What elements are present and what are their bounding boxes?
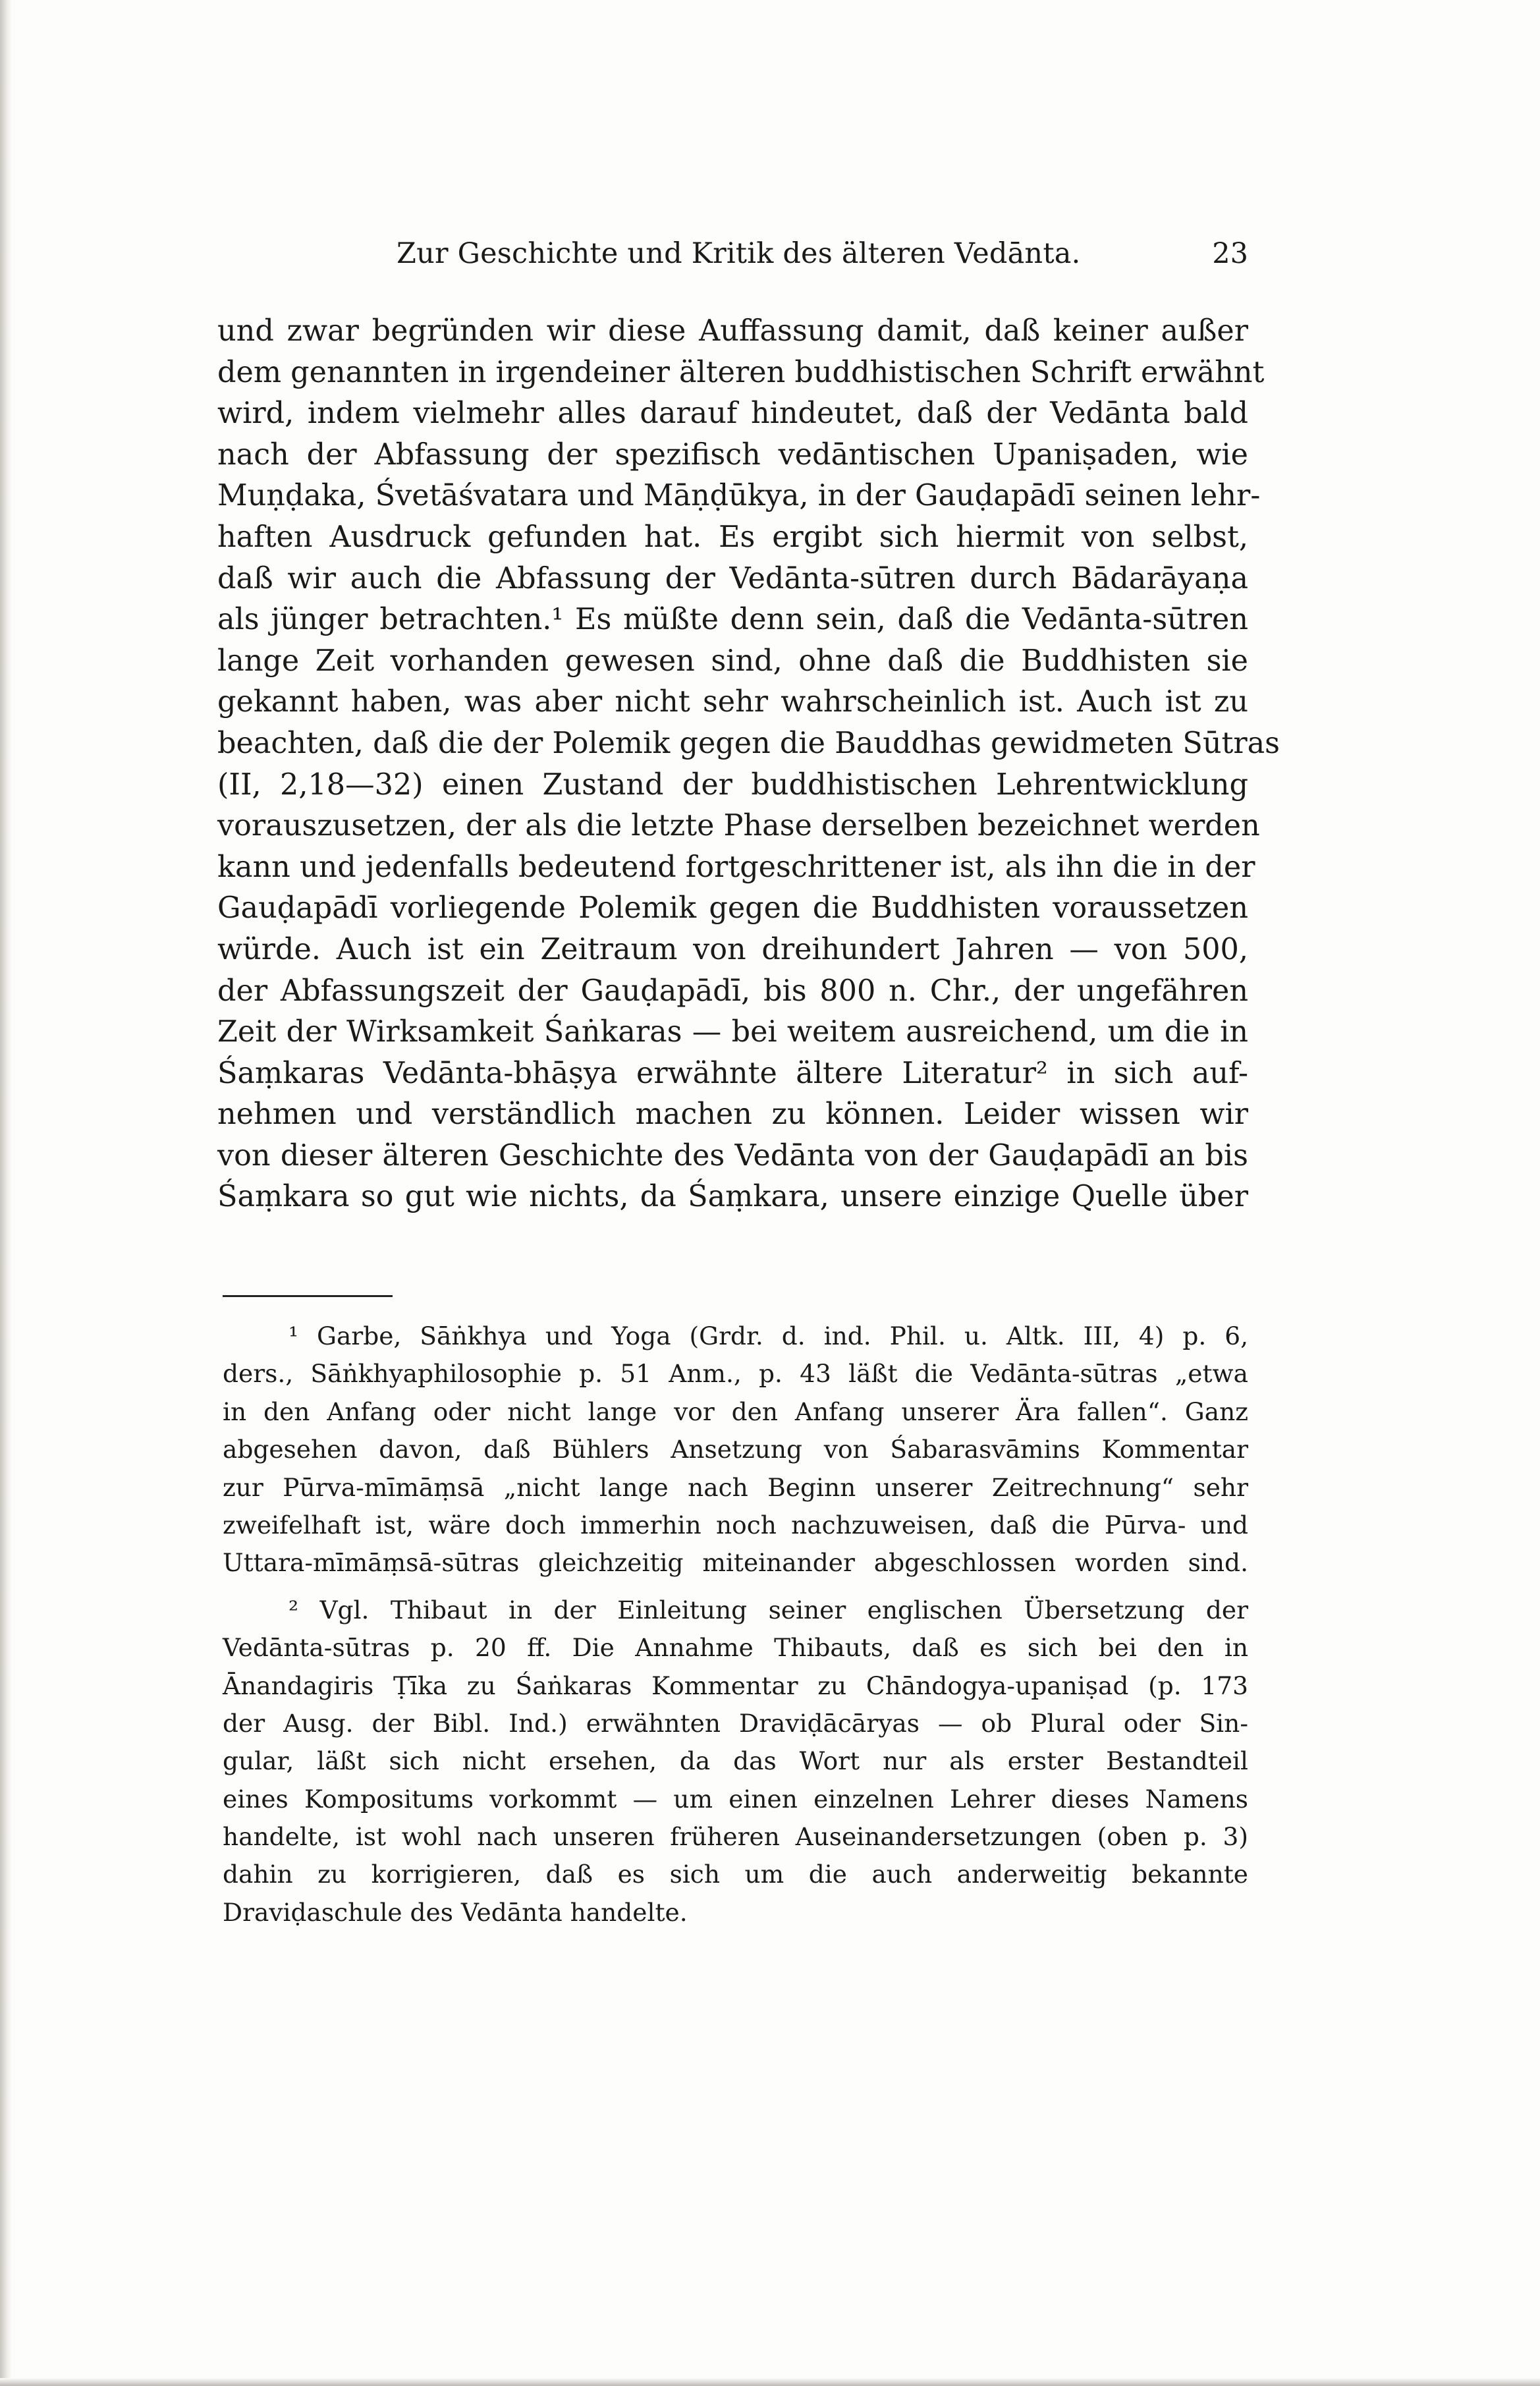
- footnote-separator: [223, 1295, 393, 1297]
- text-line: beachten, daß die der Polemik gegen die Bauddhas gewidmeten Sūtras: [217, 726, 1280, 760]
- text-line: dem genannten in irgendeiner älteren buddhistischen Schrift erwähnt: [217, 355, 1265, 389]
- footnote-1-line: ders., Sāṅkhyaphilosophie p. 51 Anm., p. 43 läßt die Vedānta-sūtras „etwa: [223, 1359, 1248, 1389]
- footnote-1-line: abgesehen davon, daß Bühlers Ansetzung von Śabarasvāmins Kommentar: [223, 1435, 1248, 1464]
- text-line: Gauḍapādī vorliegende Polemik gegen die Buddhisten voraussetzen: [217, 891, 1248, 926]
- text-line: der Abfassungszeit der Gauḍapādī, bis 800 n. Chr., der ungefähren: [217, 974, 1248, 1008]
- text-line: und zwar begründen wir diese Auffassung damit, daß keiner außer: [217, 314, 1248, 348]
- text-line: lange Zeit vorhanden gewesen sind, ohne daß die Buddhisten sie: [217, 644, 1248, 678]
- text-line: Muṇḍaka, Śvetāśvatara und Māṇḍūkya, in der Gauḍapādī seinen lehr-: [217, 479, 1261, 513]
- main-text: [217, 311, 1280, 1218]
- footnote-1-line: zur Pūrva-mīmāṃsā „nicht lange nach Beginn unserer Zeitrechnung“ sehr: [223, 1472, 1248, 1502]
- footnote-2-line: Draviḍaschule des Vedānta handelte.: [223, 1897, 688, 1927]
- scan-edge-shadow: [0, 0, 12, 2386]
- text-line: daß wir auch die Abfassung der Vedānta-sūtren durch Bādarāyaṇa: [217, 561, 1248, 596]
- text-line: haften Ausdruck gefunden hat. Es ergibt sich hiermit von selbst,: [217, 520, 1248, 554]
- footnote-1-line: in den Anfang oder nicht lange vor den Anfang unserer Ära fallen“. Ganz: [223, 1397, 1248, 1426]
- footnote-2-line: dahin zu korrigieren, daß es sich um die auch anderweitig bekannte: [223, 1860, 1248, 1889]
- footnote-1-line: ¹ Garbe, Sāṅkhya und Yoga (Grdr. d. ind. Phil. u. Altk. III, 4) p. 6,: [289, 1321, 1248, 1350]
- page-number: 23: [1212, 237, 1248, 270]
- footnote-2-line: Ānandagiris Ṭīka zu Śaṅkaras Kommentar zu Chāndogya-upaniṣad (p. 173: [223, 1671, 1248, 1700]
- text-line: Śaṃkara so gut wie nichts, da Śaṃkara, unsere einzige Quelle über: [217, 1180, 1248, 1214]
- running-title: Zur Geschichte und Kritik des älteren Vedānta.: [397, 237, 1081, 270]
- footnote-1-line: zweifelhaft ist, wäre doch immerhin noch nachzuweisen, daß die Pūrva- und: [223, 1510, 1248, 1540]
- text-line: Śaṃkaras Vedānta-bhāṣya erwähnte ältere Literatur² in sich auf-: [217, 1056, 1248, 1090]
- footnote-2-line: Vedānta-sūtras p. 20 ff. Die Annahme Thibauts, daß es sich bei den in: [223, 1633, 1248, 1663]
- footnote-2-line: gular, läßt sich nicht ersehen, da das Wort nur als erster Bestandteil: [223, 1746, 1248, 1776]
- text-line: wird, indem vielmehr alles darauf hindeutet, daß der Vedānta bald: [217, 397, 1248, 431]
- text-line: würde. Auch ist ein Zeitraum von dreihundert Jahren — von 500,: [217, 932, 1248, 966]
- text-line: (II, 2,18—32) einen Zustand der buddhistischen Lehrentwicklung: [217, 767, 1248, 802]
- text-line: Zeit der Wirksamkeit Śaṅkaras — bei weitem ausreichend, um die in: [217, 1015, 1248, 1049]
- footnote-2-line: eines Kompositums vorkommt — um einen einzelnen Lehrer dieses Namens: [223, 1784, 1248, 1814]
- footnote-1-line: Uttara-mīmāṃsā-sūtras gleichzeitig miteinander abgeschlossen worden sind.: [223, 1548, 1248, 1578]
- text-line: gekannt haben, was aber nicht sehr wahrscheinlich ist. Auch ist zu: [217, 685, 1248, 719]
- text-line: vorauszusetzen, der als die letzte Phase derselben bezeichnet werden: [217, 809, 1260, 843]
- footnotes: [223, 1318, 1248, 1931]
- text-line: von dieser älteren Geschichte des Vedānta von der Gauḍapādī an bis: [217, 1138, 1248, 1173]
- footnote-2-line: der Ausg. der Bibl. Ind.) erwähnten Draviḍācāryas — ob Plural oder Sin-: [223, 1708, 1248, 1738]
- text-line: nach der Abfassung der spezifisch vedāntischen Upaniṣaden, wie: [217, 437, 1248, 472]
- text-line: kann und jedenfalls bedeutend fortgeschrittener ist, als ihn die in der: [217, 850, 1255, 884]
- scan-edge-bottom-shadow: [0, 2378, 1540, 2386]
- text-line: nehmen und verständlich machen zu können. Leider wissen wir: [217, 1097, 1248, 1132]
- page-header: [217, 237, 1248, 283]
- footnote-2-line: handelte, ist wohl nach unseren früheren Auseinandersetzungen (oben p. 3): [223, 1822, 1248, 1852]
- text-line: als jünger betrachten.¹ Es müßte denn sein, daß die Vedānta-sūtren: [217, 603, 1248, 637]
- footnote-2-line: ² Vgl. Thibaut in der Einleitung seiner englischen Übersetzung der: [289, 1595, 1248, 1624]
